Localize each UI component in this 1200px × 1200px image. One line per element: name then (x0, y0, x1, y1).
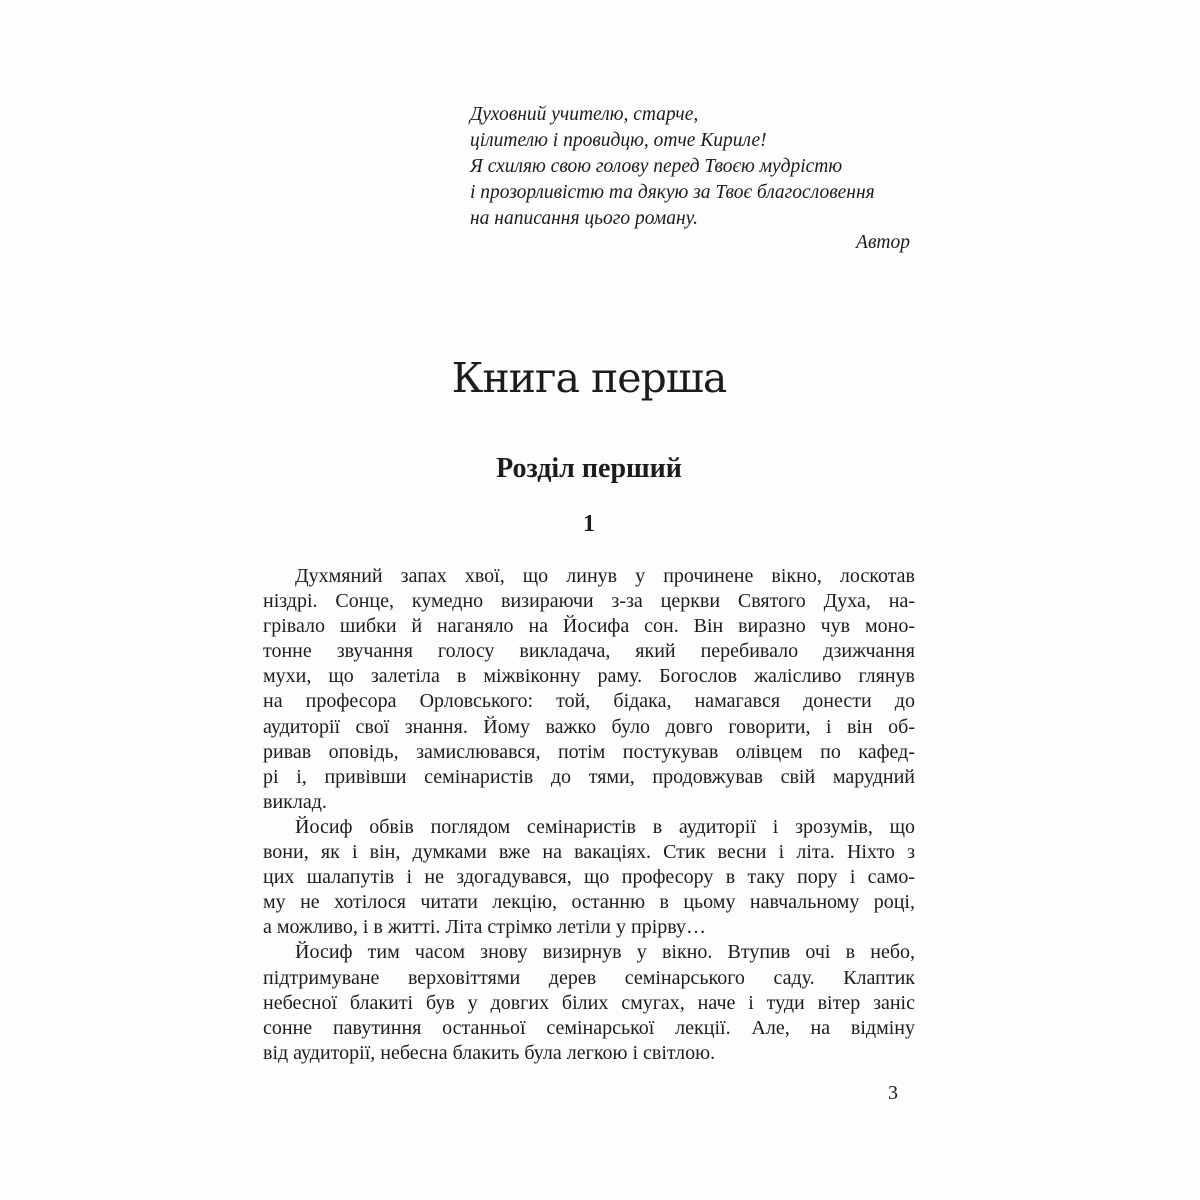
body-line: небесної блакиті був у довгих білих смугах, наче і туди вітер заніс (263, 991, 915, 1014)
epigraph-line: і прозорливістю та дякую за Твоє благословення (470, 182, 875, 203)
body-line: а можливо, і в житті. Літа стрімко летіли у прірву… (263, 916, 707, 939)
body-text (263, 564, 915, 1066)
body-line: ніздрі. Сонце, кумедно визираючи з-за церкви Святого Духа, на- (263, 590, 915, 613)
section-number: 1 (583, 511, 595, 537)
page-number: 3 (888, 1082, 898, 1104)
body-line: вони, як і він, думками вже на вакаціях. Стик весни і літа. Ніхто з (263, 841, 915, 864)
body-line: ривав оповідь, замислювався, потім постукував олівцем по кафед- (263, 740, 915, 763)
chapter-title: Розділ перший (496, 453, 682, 484)
body-line: підтримуване верховіттями дерев семінарського саду. Клаптик (263, 966, 915, 989)
body-line: рі і, привівши семінаристів до тями, продовжував свій марудний (263, 765, 915, 788)
body-line: грівало шибки й наганяло на Йосифа сон. Він виразно чув моно- (263, 615, 915, 638)
epigraph-line: Духовний учителю, старче, (470, 104, 699, 125)
epigraph-line: цілителю і провидцю, отче Кириле! (470, 130, 767, 151)
body-line: тонне звучання голосу викладача, який перебивало дзижчання (263, 640, 915, 663)
body-line: сонне павутиння останньої семінарської лекції. Але, на відміну (263, 1016, 915, 1039)
book-title: Книга перша (451, 354, 727, 402)
body-line: від аудиторії, небесна блакить була легкою і світлою. (263, 1041, 716, 1064)
epigraph (470, 102, 916, 256)
body-line: на професора Орловського: той, бідака, намагався донести до (263, 690, 915, 713)
epigraph-line: на написання цього роману. (470, 208, 698, 229)
epigraph-signature: Автор (856, 232, 910, 253)
epigraph-line: Я схиляю свою голову перед Твоєю мудрістю (470, 156, 843, 177)
body-line: цих шалапутів і не здогадувався, що професору в таку пору і само- (263, 866, 915, 889)
body-line: му не хотілося читати лекцію, останню в цьому навчальному році, (263, 891, 915, 914)
body-line: виклад. (263, 790, 327, 813)
body-line: Йосиф тим часом знову визирнув у вікно. Втупив очі в небо, (295, 941, 915, 964)
body-line: Йосиф обвів поглядом семінаристів в аудиторії і зрозумів, що (295, 815, 915, 838)
body-line: аудиторії свої знання. Йому важко було довго говорити, і він об- (263, 715, 915, 738)
body-line: Духмяний запах хвої, що линув у прочинене вікно, лоскотав (295, 565, 915, 587)
body-line: мухи, що залетіла в міжвіконну раму. Богослов жалісливо глянув (263, 665, 915, 688)
